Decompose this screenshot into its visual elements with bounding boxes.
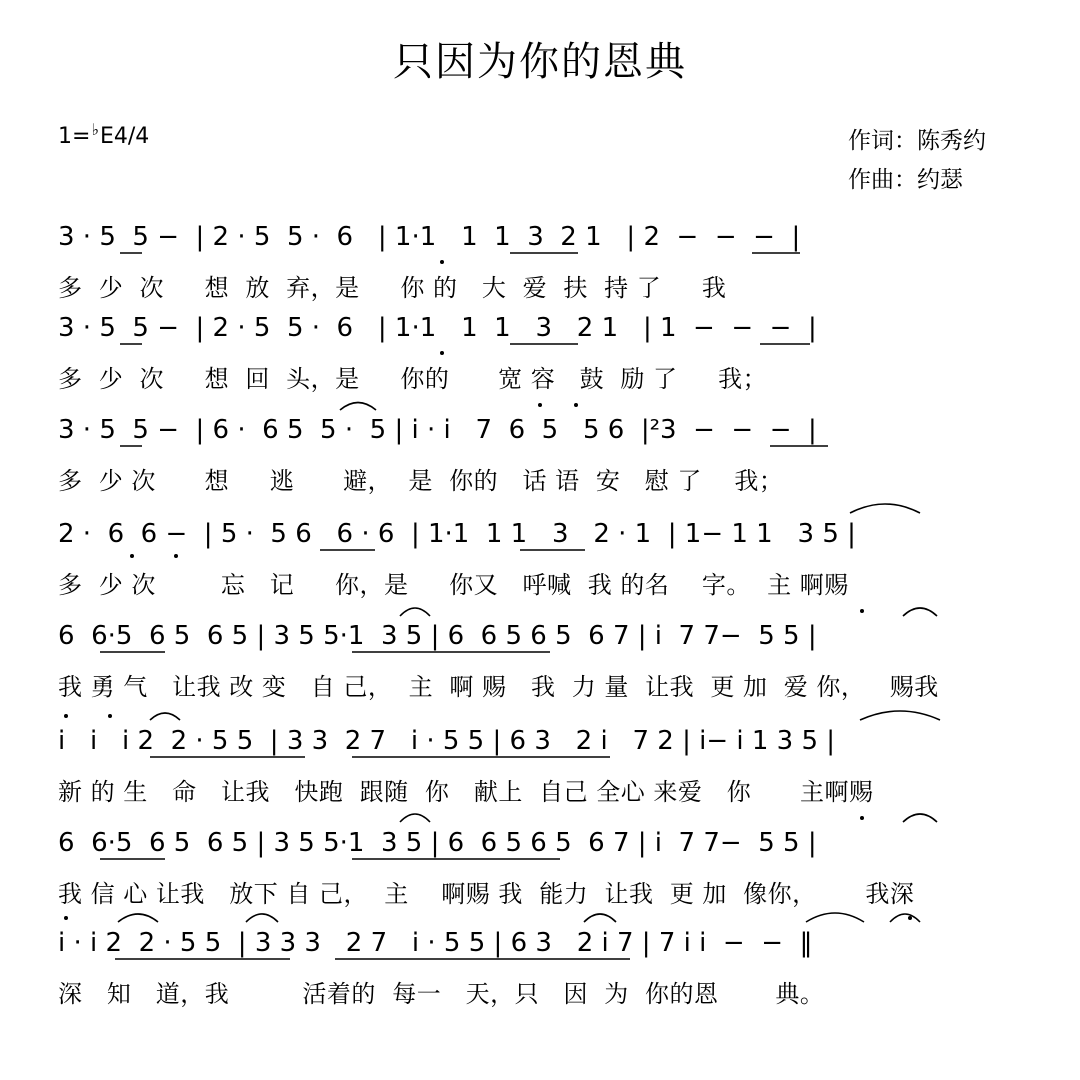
flat-sign: ♭ xyxy=(91,120,99,139)
lyrics: 多 少 次 想 回 头，是 你的 宽 容 鼓 励 了 我； xyxy=(58,365,768,393)
key-and-meter: E4/4 xyxy=(99,124,150,149)
notes: 3 · 5 5 − | 2 · 5 5 · 6 | 1·1 1 1 3 2 1 | 1 − − − | xyxy=(58,313,817,343)
key-prefix: 1= xyxy=(58,124,91,149)
lyrics: 深 知 道，我 活着的 每一 天，只 因 为 你的恩 典。 xyxy=(58,980,825,1008)
notes: 2 · 6 6 − | 5 · 5 6 6 · 6 | 1·1 1 1 3 2 · 1 | 1− 1 1 3 5 | xyxy=(58,519,856,549)
notes: 6 6·5 6 5 6 5 | 3 5 5·1 3 5 | 6 6 5 6 5 6 7 | i 7 7− 5 5 | xyxy=(58,621,817,651)
lyrics: 新 的 生 命 让我 快跑 跟随 你 献上 自己 全心 来爱 你 主啊赐 xyxy=(58,778,874,806)
lyrics: 多 少 次 想 放 弃，是 你 的 大 爱 扶 持 了 我 xyxy=(58,274,727,302)
composer: 作曲：约瑟 xyxy=(848,167,963,193)
lyrics: 我 信 心 让我 放下 自 己， 主 啊赐 我 能力 让我 更 加 像你， 我深 xyxy=(58,880,915,908)
notes: i · i 2 2 · 5 5 | 3 3 3 2 7 i · 5 5 | 6 3 2 i 7 | 7 i i − − ‖ xyxy=(58,928,813,958)
song-title: 只因为你的恩典 xyxy=(393,39,687,85)
notes: i i i 2 2 · 5 5 | 3 3 2 7 i · 5 5 | 6 3 2 i 7 2 | i− i 1 3 5 | xyxy=(58,726,836,756)
notes: 6 6·5 6 5 6 5 | 3 5 5·1 3 5 | 6 6 5 6 5 6 7 | i 7 7− 5 5 | xyxy=(58,828,817,858)
lyrics: 多 少 次 想 逃 避， 是 你的 话 语 安 慰 了 我； xyxy=(58,467,784,495)
lyricist: 作词：陈秀约 xyxy=(848,128,986,154)
notes: 3 · 5 5 − | 6 · 6 5 5 · 5 | i · i 7 6 5 5 6 |²3 − − − | xyxy=(58,415,817,445)
lyrics: 多 少 次 忘 记 你，是 你又 呼喊 我 的名 字。 主 啊赐 xyxy=(58,571,849,599)
lyrics: 我 勇 气 让我 改 变 自 己， 主 啊 赐 我 力 量 让我 更 加 爱 你， 赐我 xyxy=(58,673,939,701)
notes: 3 · 5 5 − | 2 · 5 5 · 6 | 1·1 1 1 3 2 1 | 2 − − − | xyxy=(58,222,801,252)
